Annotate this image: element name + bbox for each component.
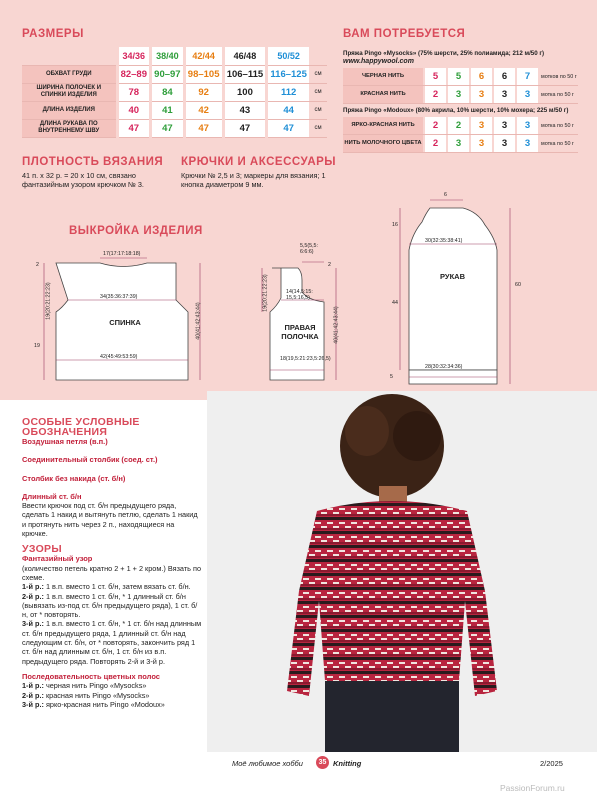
amount: 3	[492, 135, 515, 152]
sleeve-cuff-measure: 5	[390, 374, 393, 380]
row-label: ЧЕРНАЯ НИТЬ	[343, 68, 423, 85]
legend-item: Столбик без накида (ст. б/н)	[22, 473, 126, 483]
size-value: 47	[267, 119, 309, 137]
unit: см	[309, 83, 327, 101]
sleeve-total-measure: 60	[515, 282, 521, 288]
amount: 3	[469, 135, 492, 152]
fancy-pattern-intro: (количество петель кратно 2 + 1 + 2 кром.) Вязать по схеме.	[22, 563, 202, 582]
pattern-row: 1-й р.: 1 в.п. вместо 1 ст. б/н, затем вязать ст. б/н.	[22, 582, 191, 592]
page-number: 35	[316, 756, 329, 769]
size-value: 84	[151, 83, 185, 101]
legend-item: Воздушная петля (в.п.)	[22, 437, 108, 446]
sleeve-bottom-measure: 28(30:32:34:36)	[425, 364, 463, 370]
back-width-measure: 34(35:36:37:39)	[100, 294, 138, 300]
stripe-row: 2-й р.: красная нить Pingo «Mysocks»	[22, 690, 150, 700]
sleeve-label: РУКАВ	[440, 272, 465, 281]
size-value: 42	[184, 101, 223, 119]
back-bottom-measure: 42(45:49:53:59)	[100, 354, 138, 360]
size-value: 100	[223, 83, 267, 101]
size-value: 47	[117, 119, 151, 137]
size-value: 44	[267, 101, 309, 119]
size-value: 78	[117, 83, 151, 101]
size-value: 106–115	[223, 65, 267, 83]
size-value: 98–105	[184, 65, 223, 83]
back-total-measure: 40(41:42:43:44)	[195, 302, 202, 340]
sleeve-length-measure: 44	[392, 300, 398, 306]
instructions-column	[22, 417, 202, 709]
front-armhole-measure: 19(20:21:22:23)	[262, 274, 269, 312]
amount: 7	[515, 68, 538, 85]
sleeve-top-measure: 6	[444, 192, 447, 198]
sleeve-cap-measure: 16	[392, 222, 398, 228]
unit: мотка по 50 г	[541, 91, 574, 98]
legend-item: Длинный ст. б/н	[22, 491, 82, 501]
size-value: 112	[267, 83, 309, 101]
legend-item: Соединительный столбик (соед. ст.)	[22, 455, 158, 465]
legend-desc: Ввести крючок под ст. б/н предыдущего ряда, сделать 1 накид и вытянуть петлю, сделать 1 накид и протянуть нить через 2 п., находящиеся на крючке.	[22, 501, 198, 539]
amount: 5	[423, 68, 446, 85]
unit: см	[309, 101, 327, 119]
pattern-row: 3-й р.: 1 в.п. вместо 1 ст. б/н, * 1 ст. б/н над длинным ст. б/н предыдущего ряда, 1 длинный ст. б/н над следующим ст. б/н, от * повторять, закончить ряд 1 ст. б/н над длинным ст. б/н, 1 ст. б/н из в.п. предыдущего ряда. Повторять 2-й и 3-й р.	[22, 619, 202, 666]
amount: 6	[469, 68, 492, 85]
row-label: ЯРКО-КРАСНАЯ НИТЬ	[343, 117, 423, 134]
amount: 5	[446, 68, 469, 85]
unit: см	[309, 119, 327, 137]
size-value: 82–89	[117, 65, 151, 83]
amount: 2	[423, 117, 446, 134]
sleeve-width-measure: 30(32:35:38:41)	[425, 238, 463, 244]
back-neck-measure: 17(17:17:18:18)	[103, 251, 141, 257]
back-top-measure: 2	[36, 262, 39, 268]
amount: 3	[446, 86, 469, 103]
model-photo	[207, 391, 597, 752]
amount: 6	[492, 68, 515, 85]
gauge-text: 41 п. х 32 р. = 20 х 10 см, связано фантазийным узором крючком № 3.	[22, 171, 144, 190]
amount: 3	[492, 117, 515, 134]
amount: 2	[423, 135, 446, 152]
back-armhole-measure: 19(20:21:22:23)	[45, 282, 52, 320]
size-value: 116–125	[267, 65, 309, 83]
unit: см	[309, 65, 327, 83]
amount: 3	[446, 135, 469, 152]
size-header: 50/52	[267, 47, 309, 65]
size-value: 47	[223, 119, 267, 137]
front-shoulder-measure: 14(14,5:15: 15,5:16,5)	[286, 289, 313, 301]
size-header: 38/40	[151, 47, 185, 65]
row-label: НИТЬ МОЛОЧНОГО ЦВЕТА	[343, 135, 423, 152]
hooks-title: КРЮЧКИ И АКСЕССУАРЫ	[181, 156, 337, 168]
size-value: 90–97	[151, 65, 185, 83]
size-value: 40	[117, 101, 151, 119]
size-value: 47	[151, 119, 185, 137]
watermark: PassionForum.ru	[500, 783, 565, 793]
cardigan-illustration	[207, 391, 597, 752]
front-label: ПРАВАЯ ПОЛОЧКА	[281, 323, 319, 341]
amount: 2	[423, 86, 446, 103]
unit: мотков по 50 г	[541, 73, 577, 80]
size-value: 43	[223, 101, 267, 119]
row-label: ДЛИНА РУКАВА ПО ВНУТРЕННЕМУ ШВУ	[22, 119, 117, 137]
front-bottom-measure: 18(19,5:21:23,5:26,5)	[280, 356, 331, 362]
size-value: 92	[184, 83, 223, 101]
back-label: СПИНКА	[109, 318, 141, 327]
sizes-title: РАЗМЕРЫ	[22, 28, 84, 40]
legend-title: ОСОБЫЕ УСЛОВНЫЕ ОБОЗНАЧЕНИЯ	[22, 416, 140, 438]
size-value: 41	[151, 101, 185, 119]
yarn-site: www.happywool.com	[343, 58, 414, 65]
row-label: КРАСНАЯ НИТЬ	[343, 86, 423, 103]
unit: мотка по 50 г	[541, 140, 574, 147]
stripe-row: 1-й р.: черная нить Pingo «Mysocks»	[22, 681, 147, 691]
footer-issue: 2/2025	[540, 759, 563, 768]
unit: мотка по 50 г	[541, 122, 574, 129]
amount: 3	[469, 86, 492, 103]
hooks-text: Крючки № 2,5 и 3; маркеры для вязания; 1 кнопка диаметром 9 мм.	[181, 171, 326, 190]
front-top-measure: 2	[328, 262, 331, 268]
front-total-measure: 40(41:42:43:44)	[333, 306, 340, 344]
amount: 3	[515, 86, 538, 103]
row-label: ШИРИНА ПОЛОЧЕК И СПИНКИ ИЗДЕЛИЯ	[22, 83, 117, 101]
size-header: 42/44	[184, 47, 223, 65]
back-side-measure: 19	[34, 343, 40, 349]
amount: 3	[515, 135, 538, 152]
amount: 3	[492, 86, 515, 103]
pattern-title: ВЫКРОЙКА ИЗДЕЛИЯ	[69, 225, 203, 237]
size-header: 46/48	[223, 47, 267, 65]
patterns-title: УЗОРЫ	[22, 543, 62, 556]
fancy-pattern-title: Фантазийный узор	[22, 554, 93, 564]
front-neck-measure: 5,5(5,5: 6:6:6)	[300, 243, 318, 255]
stripes-title: Последовательность цветных полос	[22, 671, 160, 681]
amount: 3	[515, 117, 538, 134]
gauge-title: ПЛОТНОСТЬ ВЯЗАНИЯ	[22, 156, 164, 168]
row-label: ДЛИНА ИЗДЕЛИЯ	[22, 101, 117, 119]
stripe-row: 3-й р.: ярко-красная нить Pingo «Modoux»	[22, 699, 165, 709]
amount: 2	[446, 117, 469, 134]
yarn-modoux: Пряжа Pingo «Modoux» (80% акрила, 10% шерсти, 10% мохера; 225 м/50 г)	[343, 107, 569, 114]
amount: 3	[469, 117, 492, 134]
materials-title: ВАМ ПОТРЕБУЕТСЯ	[343, 28, 466, 40]
yarn-mysocks-text: Пряжа Pingo «Mysocks» (75% шерсти, 25% полиамида; 212 м/50 г)	[343, 50, 545, 57]
sleeve-shape	[409, 208, 497, 370]
size-header: 34/36	[117, 47, 151, 65]
row-label: ОБХВАТ ГРУДИ	[22, 65, 117, 83]
pattern-row: 2-й р.: 1 в.п. вместо 1 ст. б/н, * 1 длинный ст. б/н (вывязать из-под ст. б/н предыдущего ряда), 1 ст. б/н, от * повторять.	[22, 591, 198, 620]
footer-magazine: Моё любимое хобби	[232, 759, 303, 768]
footer-section: Knitting	[333, 759, 362, 768]
size-value: 47	[184, 119, 223, 137]
